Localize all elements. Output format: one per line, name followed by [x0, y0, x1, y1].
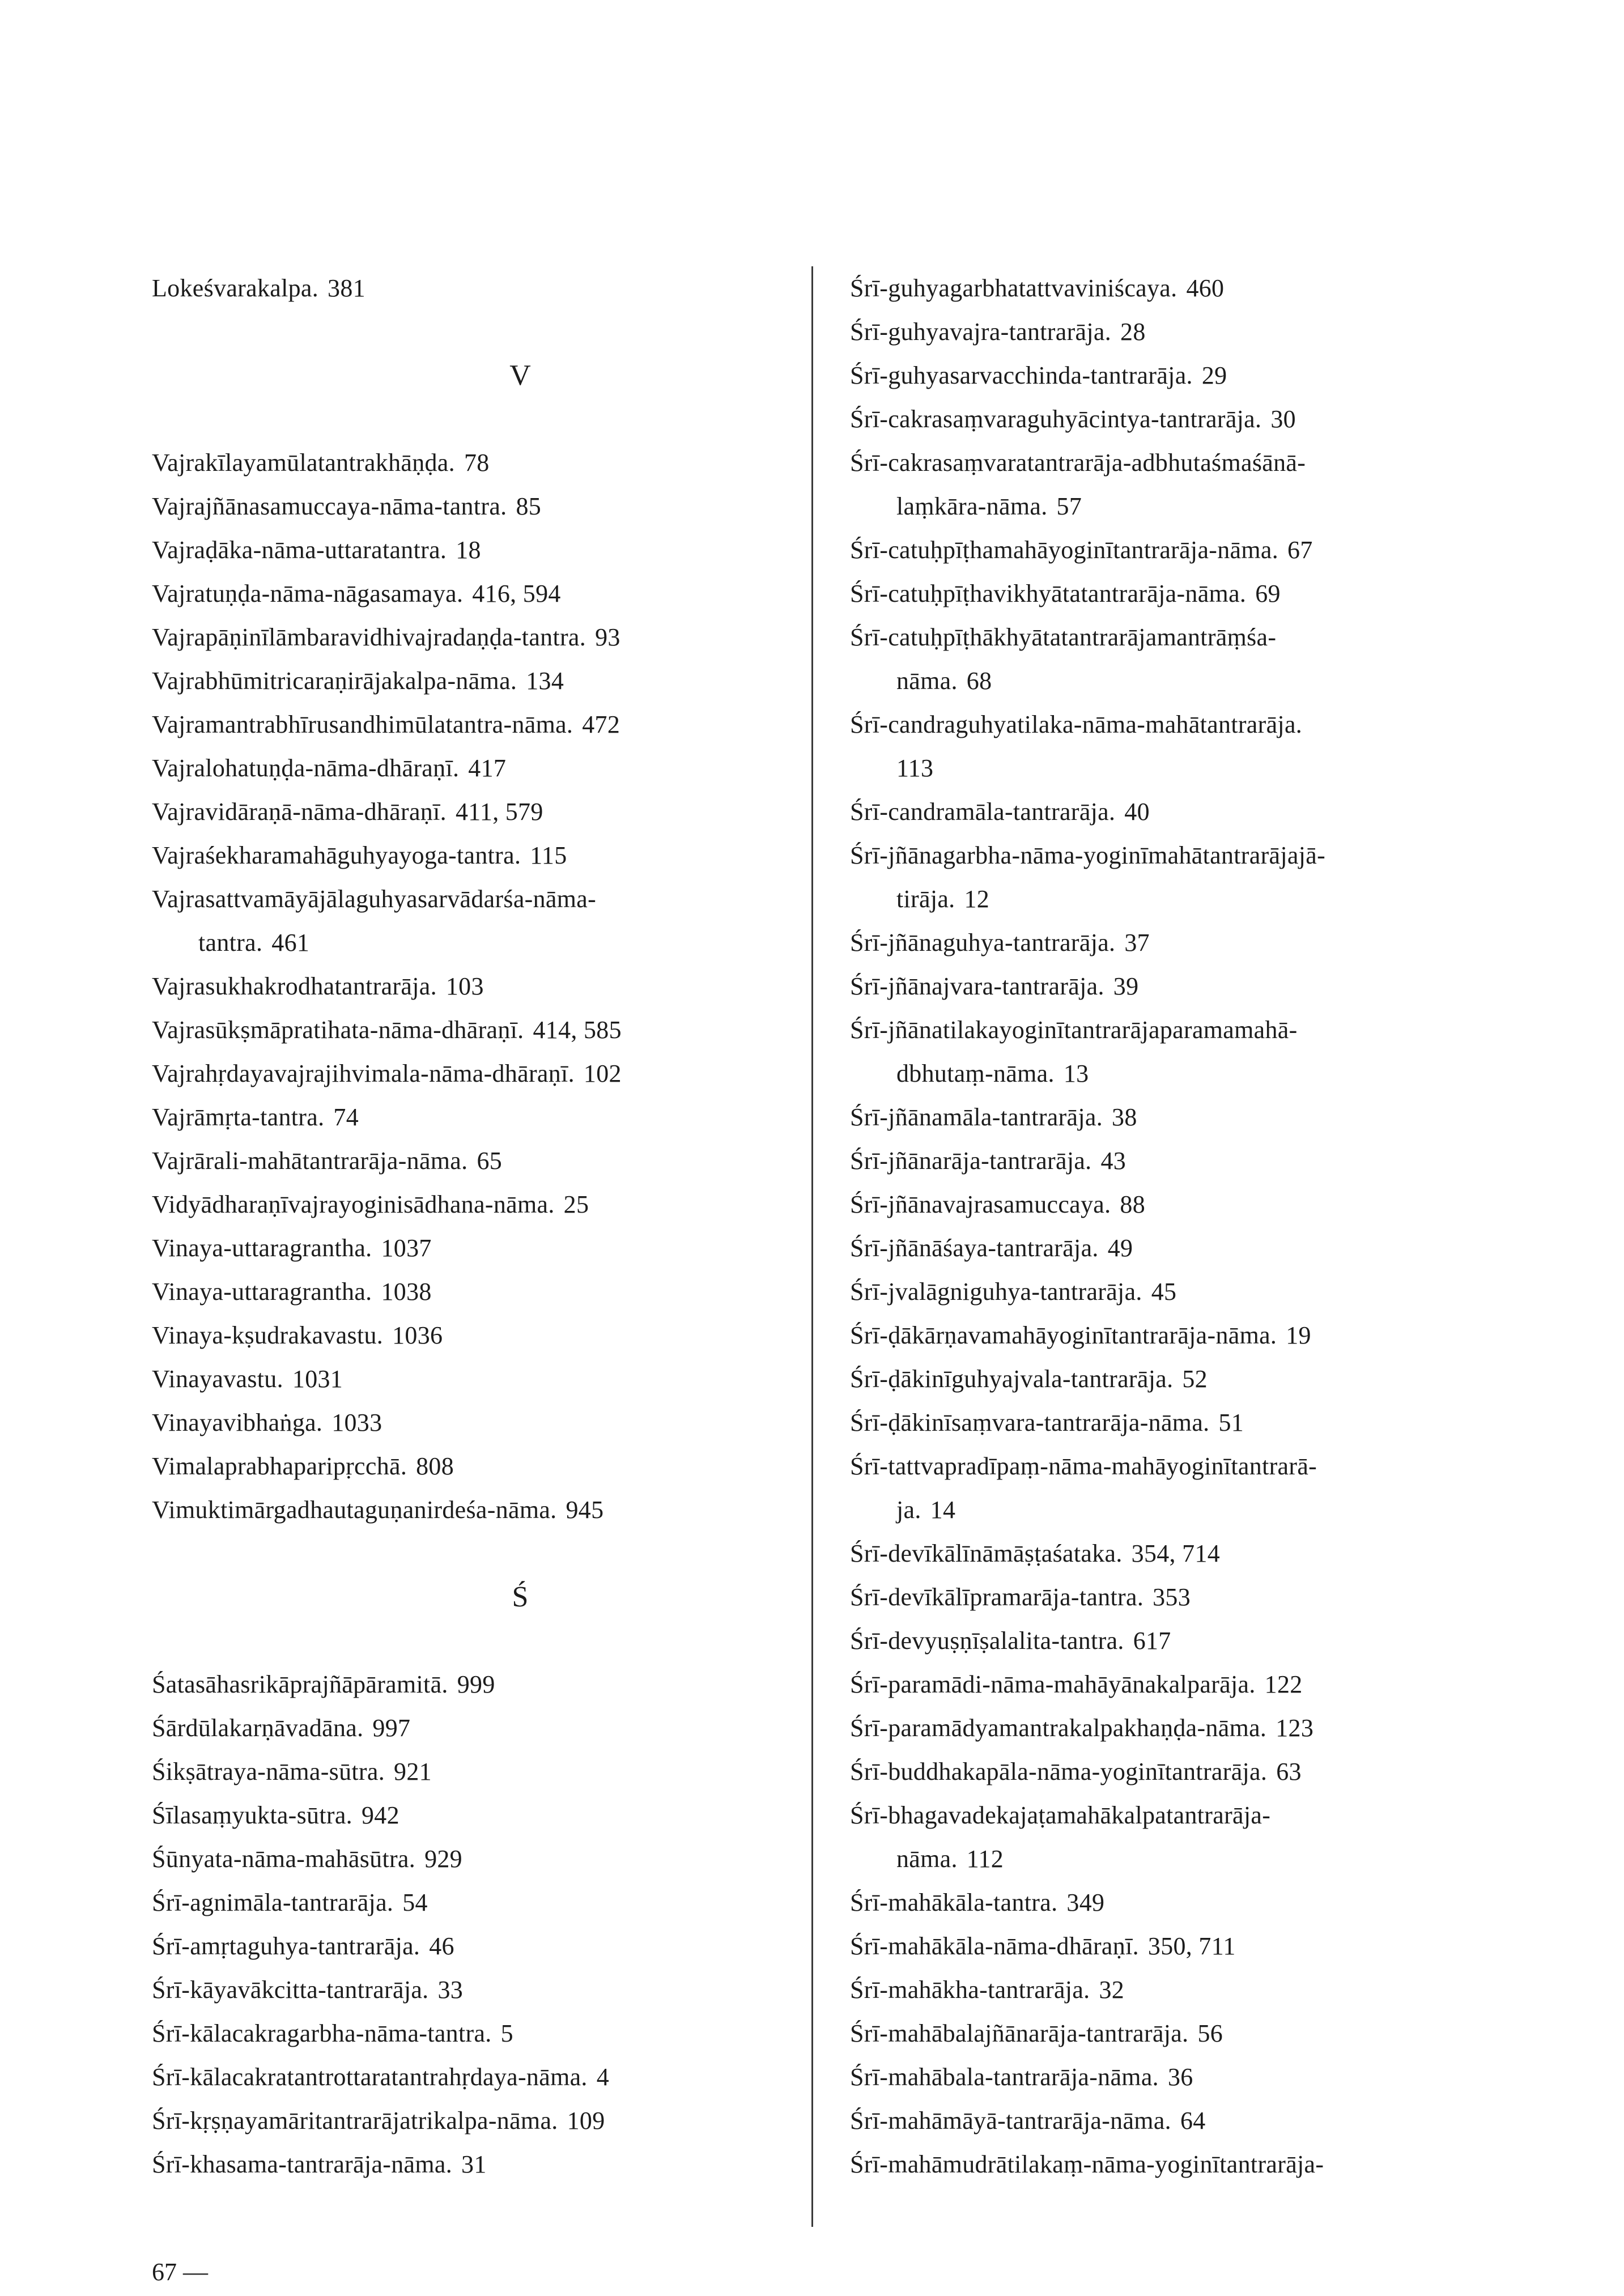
index-entry [152, 1313, 787, 1357]
index-entry [850, 615, 1502, 703]
entry-title: Vajramantrabhīrusandhimūlatantra-nāma. [152, 711, 573, 738]
index-entry [850, 1139, 1502, 1183]
entry-page-number: 32 [1099, 1976, 1125, 2004]
index-entry [152, 1052, 787, 1095]
entry-page-number: 30 [1270, 405, 1296, 433]
entry-page-number: 123 [1276, 1714, 1314, 1742]
index-entry [850, 1444, 1502, 1532]
entry-title: Vajrasukhakrodhatantrarāja. [152, 972, 437, 1000]
entry-page-number: 67 [1287, 536, 1313, 564]
left-index-column [152, 266, 787, 2186]
entry-title: Śrī-cakrasaṃvaraguhyācintya-tantrarāja. [850, 405, 1262, 433]
entry-title: Vimalaprabhaparipṛcchā. [152, 1452, 407, 1480]
entry-title: Śrī-paramādi-nāma-mahāyānakalparāja. [850, 1670, 1256, 1698]
entry-page-number: 85 [516, 492, 542, 520]
section-heading-v: V [509, 359, 531, 392]
entry-title: Śrī-devyuṣṇīṣalalita-tantra. [850, 1627, 1124, 1655]
entry-page-number: 945 [566, 1496, 604, 1524]
entry-title: Śrī-devīkālīpramarāja-tantra. [850, 1583, 1144, 1611]
entry-continuation-text: nāma. [896, 1845, 958, 1873]
index-entry [152, 834, 787, 877]
entry-page-number: 78 [464, 449, 490, 477]
entry-page-number: 354, 714 [1131, 1540, 1221, 1567]
entry-page-number: 929 [424, 1845, 462, 1873]
entry-title: Śrī-khasama-tantrarāja-nāma. [152, 2150, 453, 2178]
entry-page-number: 14 [930, 1496, 956, 1524]
entry-continuation [850, 1837, 1502, 1881]
entry-title: Śrī-guhyasarvacchinda-tantrarāja. [850, 362, 1193, 389]
index-entry [152, 615, 787, 659]
entry-page-number: 57 [1056, 492, 1082, 520]
index-entry [850, 1313, 1502, 1357]
entry-title: Śrī-devīkālīnāmāṣṭaśataka. [850, 1540, 1123, 1567]
index-entry [152, 1444, 787, 1488]
index-entry [152, 2099, 787, 2142]
entry-title: Vinaya-uttaragrantha. [152, 1234, 372, 1262]
entry-title: Śrī-mahākha-tantrarāja. [850, 1976, 1090, 2004]
entry-page-number: 134 [526, 667, 564, 695]
entry-title: Śārdūlakarṇāvadāna. [152, 1714, 364, 1742]
entry-page-number: 5 [500, 2019, 513, 2047]
index-entry [152, 484, 787, 528]
section-heading-s: Ś [512, 1581, 529, 1613]
index-entry [850, 441, 1502, 528]
entry-page-number: 18 [456, 536, 481, 564]
entry-title: Śrī-jñānavajrasamuccaya. [850, 1190, 1111, 1218]
index-entry [152, 1183, 787, 1226]
index-entry [152, 2055, 787, 2099]
entry-title: Śrī-candramāla-tantrarāja. [850, 798, 1116, 826]
entry-page-number: 617 [1133, 1627, 1171, 1655]
entry-title: Śrī-catuḥpīṭhavikhyātatantrarāja-nāma. [850, 580, 1247, 607]
entry-title: Vajrakīlayamūlatantrakhāṇḍa. [152, 449, 455, 477]
entry-title: Vajrajñānasamuccaya-nāma-tantra. [152, 492, 507, 520]
entry-title: Vajrahṛdayavajrajihvimala-nāma-dhāraṇī. [152, 1060, 575, 1087]
entry-title: Vajrāmṛta-tantra. [152, 1103, 325, 1131]
entry-title: Śrī-ḍākinīguhyajvala-tantrarāja. [850, 1365, 1174, 1393]
entry-page-number: 417 [468, 754, 507, 782]
entry-page-number: 1038 [381, 1278, 432, 1306]
entry-page-number: 46 [429, 1932, 454, 1960]
index-entry [152, 877, 787, 964]
entry-page-number: 1037 [381, 1234, 432, 1262]
entry-page-number: 19 [1286, 1321, 1311, 1349]
entry-page-number: 39 [1113, 972, 1139, 1000]
entry-title: Śrī-jñānajvara-tantrarāja. [850, 972, 1104, 1000]
index-entry [152, 1488, 787, 1532]
entry-page-number: 472 [582, 711, 620, 738]
entry-title: Śrī-kṛṣṇayamāritantrarājatrikalpa-nāma. [152, 2107, 558, 2135]
index-entry [152, 1750, 787, 1793]
entry-title: Vajralohatuṇḍa-nāma-dhāraṇī. [152, 754, 460, 782]
entry-title: Śrī-kālacakragarbha-nāma-tantra. [152, 2019, 492, 2047]
entry-continuation [152, 921, 787, 964]
entry-title: Vajrapāṇinīlāmbaravidhivajradaṇḍa-tantra. [152, 623, 586, 651]
entry-title: Śrī-kāyavākcitta-tantrarāja. [152, 1976, 429, 2004]
entry-title: Śrī-mahābala-tantrarāja-nāma. [850, 2063, 1159, 2091]
index-entry [850, 2099, 1502, 2142]
entry-continuation-text: tirāja. [896, 885, 955, 913]
index-entry [850, 1881, 1502, 1924]
right-index-column [850, 266, 1502, 2186]
entry-title: Śrī-catuḥpīṭhamahāyoginītantrarāja-nāma. [850, 536, 1279, 564]
index-entry [850, 703, 1502, 790]
entry-continuation-text: laṃkāra-nāma. [896, 492, 1048, 520]
entry-title: Vajrabhūmitricaraṇirājakalpa-nāma. [152, 667, 517, 695]
entry-continuation [850, 659, 1502, 703]
entry-title: Śikṣātraya-nāma-sūtra. [152, 1758, 385, 1785]
entry-page-number: 93 [595, 623, 620, 651]
index-entry [850, 2055, 1502, 2099]
entry-page-number: 460 [1186, 274, 1225, 302]
entry-title: Śrī-guhyagarbhatattvaviniścaya. [850, 274, 1177, 302]
index-entry [850, 1968, 1502, 2012]
entry-title: Vinaya-kṣudrakavastu. [152, 1321, 384, 1349]
index-entry [152, 1968, 787, 2012]
entry-title: Śatasāhasrikāprajñāpāramitā. [152, 1670, 448, 1698]
entry-title: Vinayavibhaṅga. [152, 1409, 323, 1436]
entry-page-number: 63 [1276, 1758, 1302, 1785]
entry-page-number: 350, 711 [1147, 1932, 1236, 1960]
folio-signature: 67 — [152, 2258, 208, 2286]
index-entry [850, 1575, 1502, 1619]
entry-page-number: 40 [1124, 798, 1150, 826]
entry-page-number: 921 [394, 1758, 432, 1785]
entry-page-number: 74 [333, 1103, 359, 1131]
entry-title: Śrī-jñānarāja-tantrarāja. [850, 1147, 1092, 1175]
entry-page-number: 1031 [292, 1365, 343, 1393]
index-entry [152, 528, 787, 572]
entry-title: Śrī-mahābalajñānarāja-tantrarāja. [850, 2019, 1189, 2047]
entry-page-number: 37 [1124, 929, 1150, 956]
entry-title: Śrī-jñānagarbha-nāma-yoginīmahātantrarājajā- [850, 841, 1326, 869]
index-entry [152, 1095, 787, 1139]
index-entry [152, 1663, 787, 1706]
entry-page-number: 31 [461, 2150, 487, 2178]
entry-title: Śūnyata-nāma-mahāsūtra. [152, 1845, 416, 1873]
index-entry [152, 746, 787, 790]
entry-title: Śrī-mahāmāyā-tantrarāja-nāma. [850, 2107, 1171, 2135]
entry-page-number: 29 [1201, 362, 1227, 389]
entry-title: Śrī-ḍākārṇavamahāyoginītantrarāja-nāma. [850, 1321, 1277, 1349]
entry-title: Śrī-jñānamāla-tantrarāja. [850, 1103, 1103, 1131]
entry-continuation [850, 1052, 1502, 1095]
entry-page-number: 4 [596, 2063, 610, 2091]
entry-page-number: 349 [1066, 1889, 1105, 1916]
index-entry [850, 397, 1502, 441]
index-entry [850, 1619, 1502, 1663]
index-entry [850, 528, 1502, 572]
index-entry [850, 266, 1502, 310]
entry-page-number: 381 [328, 274, 365, 302]
entry-page-number: 69 [1255, 580, 1281, 607]
entry-page-number: 115 [530, 841, 567, 869]
index-entry [152, 1924, 787, 1968]
index-entry [850, 1706, 1502, 1750]
entry-continuation-text: 113 [896, 754, 934, 782]
entry-continuation-text: nāma. [896, 667, 958, 695]
entry-page-number: 942 [361, 1801, 399, 1829]
entry-title: Śrī-jñānāśaya-tantrarāja. [850, 1234, 1099, 1262]
index-entry [850, 1008, 1502, 1095]
index-entry [850, 1183, 1502, 1226]
index-entry [152, 1881, 787, 1924]
index-entry [850, 1924, 1502, 1968]
entry-page-number: 38 [1112, 1103, 1137, 1131]
index-entry [850, 1270, 1502, 1313]
index-entry [152, 1837, 787, 1881]
index-entry [850, 1663, 1502, 1706]
entry-page-number: 103 [445, 972, 484, 1000]
index-entry [850, 921, 1502, 964]
index-entry [850, 834, 1502, 921]
entry-title: Vajraśekharamahāguhyayoga-tantra. [152, 841, 521, 869]
entry-title: Vajrasattvamāyājālaguhyasarvādarśa-nāma- [152, 885, 597, 913]
entry-title: Vinaya-uttaragrantha. [152, 1278, 372, 1306]
entry-page-number: 461 [271, 929, 310, 956]
entry-title: Śrī-kālacakratantrottaratantrahṛdaya-nāma. [152, 2063, 588, 2091]
index-entry [850, 1095, 1502, 1139]
index-entry [850, 1357, 1502, 1401]
entry-page-number: 411, 579 [455, 798, 543, 826]
entry-continuation [850, 1488, 1502, 1532]
entry-page-number: 13 [1063, 1060, 1089, 1087]
index-entry [850, 1793, 1502, 1881]
index-entry [152, 1401, 787, 1444]
index-entry [850, 2142, 1502, 2186]
entry-title: Vajratuṇḍa-nāma-nāgasamaya. [152, 580, 464, 607]
entry-page-number: 999 [457, 1670, 495, 1698]
entry-title: Śrī-agnimāla-tantrarāja. [152, 1889, 394, 1916]
index-entry [152, 441, 787, 484]
entry-continuation-text: dbhutaṃ-nāma. [896, 1060, 1055, 1087]
entry-page-number: 102 [583, 1060, 622, 1087]
index-entry [850, 1750, 1502, 1793]
index-entry [152, 1270, 787, 1313]
entry-title: Śrī-jñānaguhya-tantrarāja. [850, 929, 1116, 956]
entry-page-number: 1033 [331, 1409, 382, 1436]
entry-page-number: 416, 594 [472, 580, 561, 607]
entries-right [850, 266, 1502, 2186]
entry-continuation [850, 877, 1502, 921]
index-entry [850, 790, 1502, 834]
entry-page-number: 997 [372, 1714, 411, 1742]
entry-page-number: 68 [966, 667, 992, 695]
index-entry [152, 1706, 787, 1750]
entry-title: Śrī-candraguhyatilaka-nāma-mahātantrarāja. [850, 711, 1303, 738]
entry-page-number: 54 [402, 1889, 428, 1916]
index-entry [152, 1226, 787, 1270]
entry-title: Śrī-jvalāgniguhya-tantrarāja. [850, 1278, 1142, 1306]
entry-page-number: 808 [416, 1452, 454, 1480]
entry-title: Śrī-bhagavadekajaṭamahākalpatantrarāja- [850, 1801, 1271, 1829]
entry-page-number: 1036 [392, 1321, 443, 1349]
entry-title: Vajrasūkṣmāpratihata-nāma-dhāraṇī. [152, 1016, 524, 1044]
entry-title: Vidyādharaṇīvajrayoginisādhana-nāma. [152, 1190, 555, 1218]
entries-s-section [152, 1663, 787, 2186]
entry-page-number: 109 [567, 2107, 605, 2135]
entry-page-number: 56 [1197, 2019, 1223, 2047]
index-entry [152, 1139, 787, 1183]
index-entry [152, 790, 787, 834]
index-entry [850, 310, 1502, 354]
entry-title: Vajravidāraṇā-nāma-dhāraṇī. [152, 798, 447, 826]
index-entry [152, 1008, 787, 1052]
index-entry [152, 572, 787, 615]
index-entry [850, 354, 1502, 397]
entry-title: Śrī-tattvapradīpaṃ-nāma-mahāyoginītantrarā- [850, 1452, 1317, 1480]
entry-page-number: 65 [477, 1147, 503, 1175]
entry-title: Vajrārali-mahātantrarāja-nāma. [152, 1147, 468, 1175]
entry-title: Śrī-mahāmudrātilakaṃ-nāma-yoginītantrarāja- [850, 2150, 1324, 2178]
index-entry [850, 1532, 1502, 1575]
entry-page-number: 49 [1107, 1234, 1133, 1262]
entry-page-number: 51 [1218, 1409, 1244, 1436]
entry-page-number: 353 [1153, 1583, 1191, 1611]
entry-continuation-text: ja. [896, 1496, 921, 1524]
index-entry [152, 1793, 787, 1837]
entry-title: Śīlasaṃyukta-sūtra. [152, 1801, 352, 1829]
entry-title: Vimuktimārgadhautaguṇanirdeśa-nāma. [152, 1496, 557, 1524]
index-entry [850, 572, 1502, 615]
index-entry [850, 1401, 1502, 1444]
entry-title: Vajraḍāka-nāma-uttaratantra. [152, 536, 447, 564]
entry-page-number: 43 [1100, 1147, 1126, 1175]
entry-page-number: 28 [1120, 318, 1146, 346]
entry-page-number: 12 [964, 885, 990, 913]
entry-title: Śrī-guhyavajra-tantrarāja. [850, 318, 1112, 346]
index-entry [152, 2012, 787, 2055]
entry-continuation-text: tantra. [198, 929, 263, 956]
entry-title: Śrī-jñānatilakayoginītantrarājaparamamahā- [850, 1016, 1298, 1044]
entry-page-number: 52 [1182, 1365, 1208, 1393]
entry-page-number: 112 [966, 1845, 1004, 1873]
index-entry [152, 1357, 787, 1401]
index-entry [152, 703, 787, 746]
entry-page-number: 45 [1151, 1278, 1177, 1306]
entry-title: Śrī-ḍākinīsaṃvara-tantrarāja-nāma. [850, 1409, 1210, 1436]
entry-page-number: 414, 585 [533, 1016, 622, 1044]
index-entry [850, 1226, 1502, 1270]
entries-v-section [152, 441, 787, 1532]
index-entry [850, 2012, 1502, 2055]
entry-title: Śrī-mahākāla-nāma-dhāraṇī. [850, 1932, 1139, 1960]
index-entry [152, 659, 787, 703]
entry-title: Śrī-cakrasaṃvaratantrarāja-adbhutaśmaśānā- [850, 449, 1306, 477]
entry-page-number: 33 [437, 1976, 464, 2004]
entry-continuation [850, 746, 1502, 790]
entry-continuation [850, 484, 1502, 528]
entry-title: Śrī-amṛtaguhya-tantrarāja. [152, 1932, 420, 1960]
entry-page-number: 36 [1167, 2063, 1193, 2091]
entry-title: Vinayavastu. [152, 1365, 283, 1393]
entry-page-number: 122 [1264, 1670, 1303, 1698]
entry-page-number: 88 [1120, 1190, 1146, 1218]
entry-title: Lokeśvarakalpa. [152, 274, 319, 302]
entry-title: Śrī-buddhakapāla-nāma-yoginītantrarāja. [850, 1758, 1268, 1785]
index-entry [152, 2142, 787, 2186]
entries-before-v [152, 266, 787, 310]
entry-title: Śrī-mahākāla-tantra. [850, 1889, 1058, 1916]
column-divider [811, 266, 813, 2227]
entry-title: Śrī-paramādyamantrakalpakhaṇḍa-nāma. [850, 1714, 1267, 1742]
entry-page-number: 64 [1180, 2107, 1206, 2135]
index-entry [850, 964, 1502, 1008]
index-entry [152, 266, 787, 310]
index-entry [152, 964, 787, 1008]
entry-page-number: 25 [563, 1190, 589, 1218]
entry-title: Śrī-catuḥpīṭhākhyātatantrarājamantrāṃśa- [850, 623, 1277, 651]
